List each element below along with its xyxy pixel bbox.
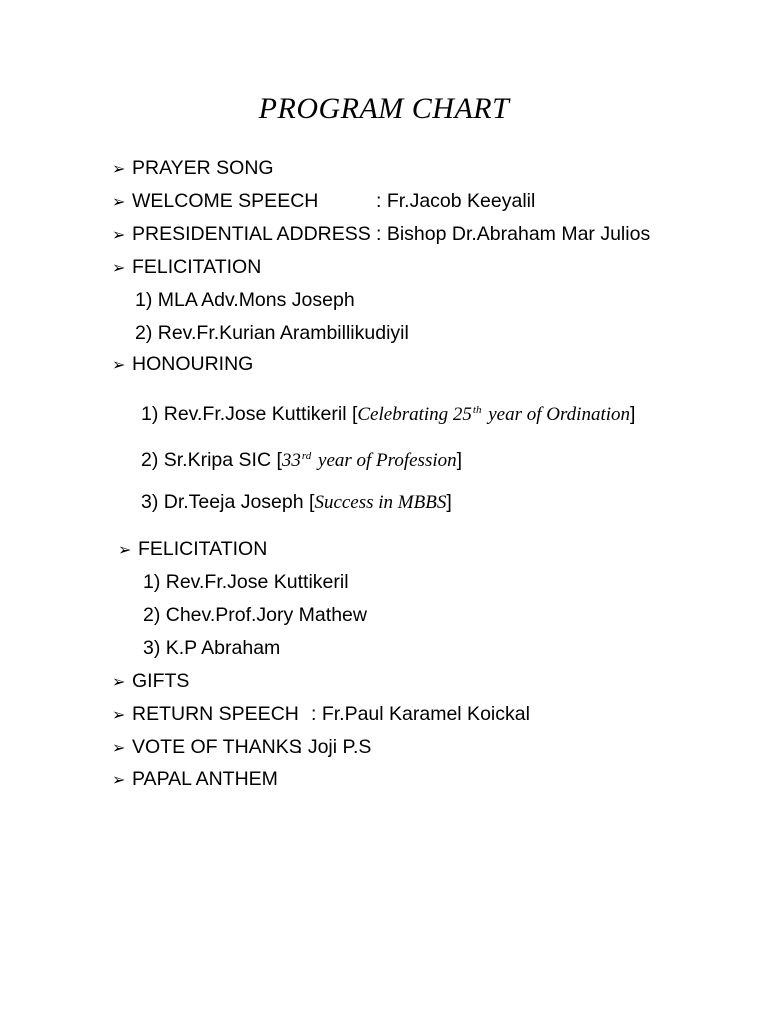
- bullet-arrow-icon: ➢: [112, 738, 126, 757]
- item-label: GIFTS: [132, 670, 190, 692]
- bullet-arrow-icon: ➢: [112, 705, 126, 724]
- bullet-arrow-icon: ➢: [112, 258, 126, 277]
- felicitation-entry: 2) Rev.Fr.Kurian Arambillikudiyil: [135, 322, 409, 344]
- bullet-arrow-icon: ➢: [112, 672, 126, 691]
- bullet-arrow-icon: ➢: [112, 159, 126, 178]
- item-label: RETURN SPEECH: [132, 703, 299, 725]
- item-value: : Bishop Dr.Abraham Mar Julios: [376, 223, 651, 245]
- honour-note: [Success in MBBS]: [309, 491, 452, 513]
- bullet-arrow-icon: ➢: [112, 192, 126, 211]
- item-value: : Fr.Paul Karamel Koickal: [311, 703, 530, 725]
- felicitation-entry: 3) K.P Abraham: [143, 637, 281, 659]
- item-papal-anthem: [112, 767, 278, 792]
- honouree-name: 3) Dr.Teeja Joseph: [141, 491, 304, 513]
- item-felicitation: [118, 537, 267, 562]
- item-label: HONOURING: [132, 353, 254, 375]
- felicitation-entry: 2) Chev.Prof.Jory Mathew: [143, 604, 367, 626]
- felicitation-entry: 1) MLA Adv.Mons Joseph: [135, 289, 355, 311]
- honouring-entry: [141, 490, 452, 515]
- bullet-arrow-icon: ➢: [112, 225, 126, 244]
- item-honouring: [112, 352, 253, 377]
- item-label: PRESIDENTIAL ADDRESS: [132, 223, 371, 245]
- bullet-arrow-icon: ➢: [118, 540, 132, 559]
- item-return-speech: [112, 702, 712, 727]
- item-label: FELICITATION: [132, 256, 262, 278]
- bullet-arrow-icon: ➢: [112, 355, 126, 374]
- item-value: : Fr.Jacob Keeyalil: [376, 190, 536, 212]
- item-label: FELICITATION: [138, 538, 268, 560]
- item-vote-of-thanks: [112, 735, 712, 760]
- item-gifts: [112, 669, 189, 694]
- item-presidential-address: [112, 222, 732, 247]
- item-felicitation: [112, 255, 261, 280]
- honour-note: [33rd year of Profession]: [276, 449, 463, 471]
- honour-note: [Celebrating 25th year of Ordination]: [351, 403, 636, 425]
- item-label: PRAYER SONG: [132, 157, 274, 179]
- honouree-name: 2) Sr.Kripa SIC: [141, 449, 272, 471]
- honouring-entry: [141, 444, 462, 473]
- honouree-name: 1) Rev.Fr.Jose Kuttikeril: [141, 403, 347, 425]
- item-welcome-speech: [112, 189, 732, 214]
- item-prayer-song: [112, 156, 274, 181]
- document-title: PROGRAM CHART: [258, 92, 510, 125]
- item-label: PAPAL ANTHEM: [132, 768, 278, 790]
- felicitation-entry: 1) Rev.Fr.Jose Kuttikeril: [143, 571, 349, 593]
- item-label: VOTE OF THANKS: [132, 736, 302, 758]
- item-label: WELCOME SPEECH: [132, 190, 319, 212]
- item-value: : Joji P.S: [297, 736, 372, 758]
- bullet-arrow-icon: ➢: [112, 770, 126, 789]
- honouring-entry: [141, 398, 635, 427]
